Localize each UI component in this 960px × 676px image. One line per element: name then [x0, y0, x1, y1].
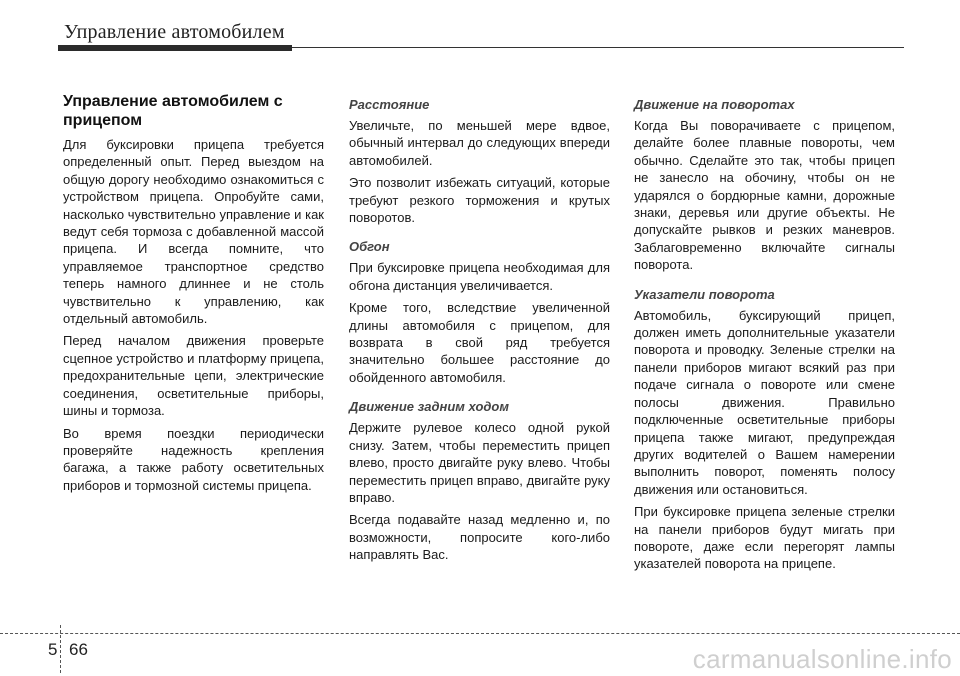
header-title: Управление автомобилем	[64, 21, 285, 43]
subheading-reversing: Движение задним ходом	[349, 399, 509, 415]
paragraph: При буксировке прицепа необходимая для обгона дистанция увеличивается.	[349, 260, 610, 293]
section-title: Управление автомобилем с прицепом	[63, 93, 283, 129]
subheading-overtaking: Обгон	[349, 239, 390, 255]
paragraph: Когда Вы поворачиваете с прицепом, делайте более плавные повороты, чем обычно. Сделайте это так, чтобы прицеп не занесло на обочину, чтобы он не ударялся о бордюрные камни, дорожные знаки, деревья или другие объекты. Не допускайте рывков и резких маневров. Заблаговременно включайте сигналы поворота.	[634, 118, 895, 273]
page-number: 66	[69, 640, 88, 659]
paragraph: Перед началом движения проверьте сцепное устройство и платформу прицепа, предохранительные цепи, электрические соединения, осветительные приборы, шины и тормоза.	[63, 333, 324, 419]
paragraph: Всегда подавайте назад медленно и, по возможности, попросите кого-либо направлять Вас.	[349, 512, 610, 563]
paragraph: Увеличьте, по меньшей мере вдвое, обычный интервал до следующих впереди автомобилей.	[349, 118, 610, 168]
subheading-distance: Расстояние	[349, 97, 430, 112]
paragraph: Это позволит избежать ситуаций, которые требуют резкого торможения и крутых поворотов.	[349, 175, 610, 226]
paragraph: Во время поездки периодически проверяйте надежность крепления багажа, а также работу осветительных приборов и тормозной системы прицепа.	[63, 425, 324, 493]
watermark: carmanualsonline.info	[692, 644, 952, 674]
paragraph: Автомобиль, буксирующий прицеп, должен иметь дополнительные указатели поворота и проводку. Зеленые стрелки на панели приборов мигают всякий раз при подаче сигнала о повороте или смене полосы движения. Правильно подключенные осветительные приборы прицепа также мигают, предупреждая других водителей о Вашем намерении выполнить поворот, поменять полосу движения или остановиться.	[634, 307, 895, 497]
footer-dashed-divider	[60, 625, 61, 673]
header-rule-accent	[58, 45, 292, 51]
subheading-turn-signals: Указатели поворота	[634, 286, 775, 302]
paragraph: Кроме того, вследствие увеличенной длины автомобиля с прицепом, для возврата в свой ряд требуется значительно большее расстояние до обойденного автомобиля.	[349, 300, 610, 385]
column-1	[63, 92, 324, 499]
paragraph: При буксировке прицепа зеленые стрелки на панели приборов будут мигать при повороте, даже если перегорят лампы указателей поворота на прицепе.	[634, 504, 895, 572]
paragraph: Для буксировки прицепа требуется определенный опыт. Перед выездом на общую дорогу необходимо ознакомиться с устройством прицепа. Опробуйте сами, насколько чувствительно управление и как ведут себя тормоза с добавленной массой прицепа. И всегда помните, что управляемое транспортное средство теперь намного длиннее и не столь чувствительно к управлению, как отдельный автомобиль.	[63, 137, 324, 327]
column-2	[349, 96, 610, 569]
paragraph: Держите рулевое колесо одной рукой снизу. Затем, чтобы переместить прицеп влево, просто двигайте руку влево. Чтобы переместить прицеп вправо, двигайте руку вправо.	[349, 420, 610, 505]
column-3	[634, 96, 895, 578]
subheading-turning: Движение на поворотах	[634, 97, 795, 112]
footer-dashed-rule	[0, 633, 960, 634]
chapter-number: 5	[48, 640, 58, 659]
